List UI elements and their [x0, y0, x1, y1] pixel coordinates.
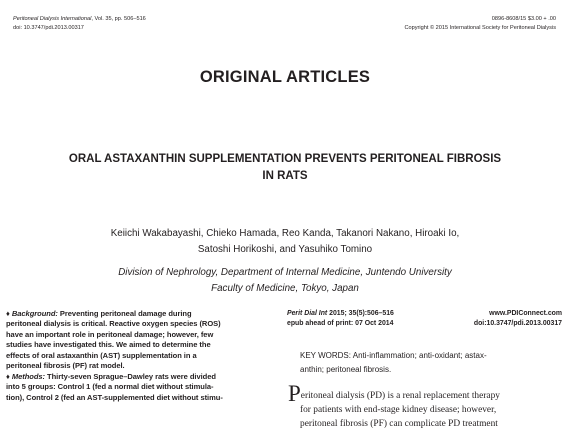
article-title: [0, 151, 570, 185]
abstract-text: Thirty-seven Sprague–Dawley rats were divided: [47, 371, 216, 381]
keywords-line-2: anthin; peritoneal fibrosis.: [300, 364, 392, 374]
authors-line-1: Keiichi Wakabayashi, Chieko Hamada, Reo Kanda, Takanori Nakano, Hiroaki Io,: [110, 228, 460, 239]
affiliation-line-2: Faculty of Medicine, Tokyo, Japan: [211, 283, 359, 294]
affiliation: [0, 265, 570, 297]
body-text: [288, 381, 564, 431]
authors-line-2: Satoshi Horikoshi, and Yasuhiko Tomino: [197, 244, 373, 255]
abstract-text: tion), Control 2 (fed an AST-supplemented diet without stimu-: [6, 392, 223, 402]
journal-citation: [13, 15, 146, 23]
body-text-run: eritoneal dialysis (PD) is a renal replacement therapy: [300, 391, 500, 401]
methods-label: Methods:: [11, 371, 45, 381]
abstract-text: studies have investigated this. We aimed to determine the: [6, 340, 211, 350]
keywords-line-1: [300, 349, 562, 363]
keywords: [300, 349, 562, 376]
website-link[interactable]: www.PDIConnect.com: [489, 310, 562, 317]
abstract-text: peritoneal fibrosis (PF) rat model.: [6, 361, 125, 371]
abstract-text: peritoneal dialysis is critical. Reactive oxygen species (ROS): [6, 319, 221, 329]
copyright-notice: Copyright © 2015 International Society for Peritoneal Dialysis: [404, 25, 556, 31]
epub-date: epub ahead of print: 07 Oct 2014: [287, 320, 394, 327]
body-line-3: peritoneal fibrosis (PF) can complicate PD treatment: [300, 418, 498, 429]
article-doi: doi:10.3747/pdi.2013.00317: [473, 320, 562, 327]
citation-line: [287, 309, 394, 319]
abstract-methods-line: [6, 372, 278, 382]
section-title: ORIGINAL ARTICLES: [199, 68, 371, 86]
background-label: Background:: [11, 309, 58, 318]
author-list: [0, 226, 570, 258]
body-line-1: [288, 381, 564, 406]
abstract-text: effects of oral astaxanthin (AST) supplementation in a: [6, 350, 197, 360]
bullet-icon: ♦: [6, 309, 10, 318]
keywords-text: Anti-inflammation; anti-oxidant; astax-: [350, 351, 487, 360]
journal-abbrev: Perit Dial Int: [287, 310, 328, 317]
affiliation-line-1: Division of Nephrology, Department of Internal Medicine, Juntendo University: [118, 267, 452, 278]
header-doi: doi: 10.3747/pdi.2013.00317: [13, 25, 84, 31]
journal-name: Peritoneal Dialysis International: [13, 16, 92, 22]
article-title-line-1: ORAL ASTAXANTHIN SUPPLEMENTATION PREVENTS PERITONEAL FIBROSIS: [68, 153, 502, 165]
abstract-text: have an important role in peritoneal damage; however, few: [6, 329, 214, 339]
keywords-label: KEY WORDS:: [300, 351, 351, 360]
abstract: [6, 309, 278, 403]
abstract-text: into 5 groups: Control 1 (fed a normal diet without stimula-: [6, 382, 214, 392]
abstract-text: Preventing peritoneal damage during: [59, 309, 192, 318]
article-title-line-2: IN RATS: [262, 170, 308, 182]
abstract-background-line: [6, 309, 278, 319]
body-line-2: for patients with end-stage kidney disease; however,: [300, 404, 497, 415]
journal-volume-pages: , Vol. 35, pp. 506–516: [91, 16, 146, 22]
bullet-icon: ♦: [6, 371, 10, 381]
issn-price: 0896-8608/15 $3.00 + .00: [491, 16, 556, 22]
drop-cap: P: [288, 381, 301, 406]
volume-info: 2015; 35(5):506–516: [327, 310, 394, 317]
